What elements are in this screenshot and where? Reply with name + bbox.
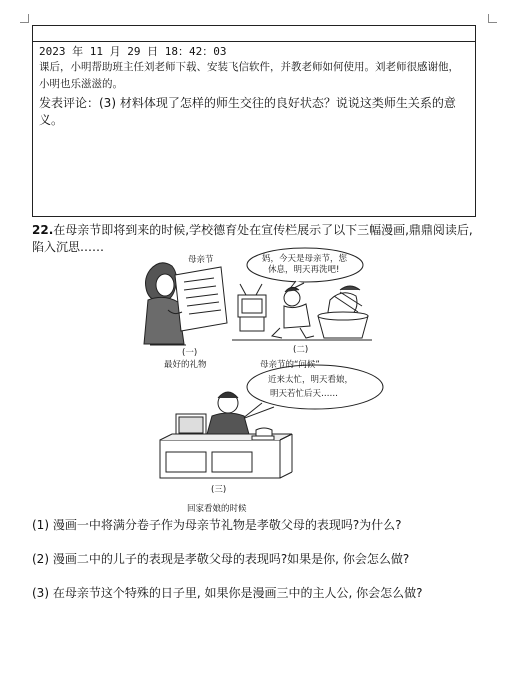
panel1-caption: 最好的礼物 (164, 360, 207, 370)
panel3-caption: 回家看娘的时候 (187, 504, 247, 514)
panel2-caption: 母亲节的“问候” (260, 360, 320, 370)
comment-prompt: 发表评论：(3) 材料体现了怎样的师生交往的良好状态？说说这类师生关系的意义。 (39, 96, 456, 127)
question-text: 在母亲节即将到来的时候,学校德育处在宣传栏展示了以下三幅漫画,鼎鼎阅读后,陷入沉思…… (32, 223, 473, 254)
story-text: 课后，小明帮助班主任刘老师下载、安装飞信软件，并教老师如何使用。刘老师很感谢他，小明也乐滋滋的。 (39, 61, 459, 90)
panel1-number: (一) (182, 348, 198, 358)
panel3-bubble-line1: 近来太忙，明天看娘， (268, 375, 354, 385)
panel3-bubble-line2: 明天若忙后天…… (270, 389, 339, 399)
subquestion-1: (1) 漫画一中将满分卷子作为母亲节礼物是孝敬父母的表现吗?为什么? (32, 518, 402, 532)
cartoon-panel-1 (144, 263, 227, 345)
timestamp: 2023 年 11 月 29 日 18：42：03 (39, 45, 227, 58)
panel2-bubble-line1: 妈，今天是母亲节，您 (262, 254, 348, 264)
panel1-sign: 母亲节 (188, 255, 214, 265)
panel2-number: (二) (293, 345, 309, 355)
subquestion-2: (2) 漫画二中的儿子的表现是孝敬父母的表现吗?如果是你, 你会怎么做? (32, 552, 410, 566)
question-number: 22. (32, 223, 54, 237)
panel2-bubble-line2: 休息，明天再洗吧! (268, 265, 340, 275)
panel3-number: (三) (211, 485, 227, 495)
subquestion-3: (3) 在母亲节这个特殊的日子里, 如果你是漫画三中的主人公, 你会怎么做? (32, 586, 423, 600)
